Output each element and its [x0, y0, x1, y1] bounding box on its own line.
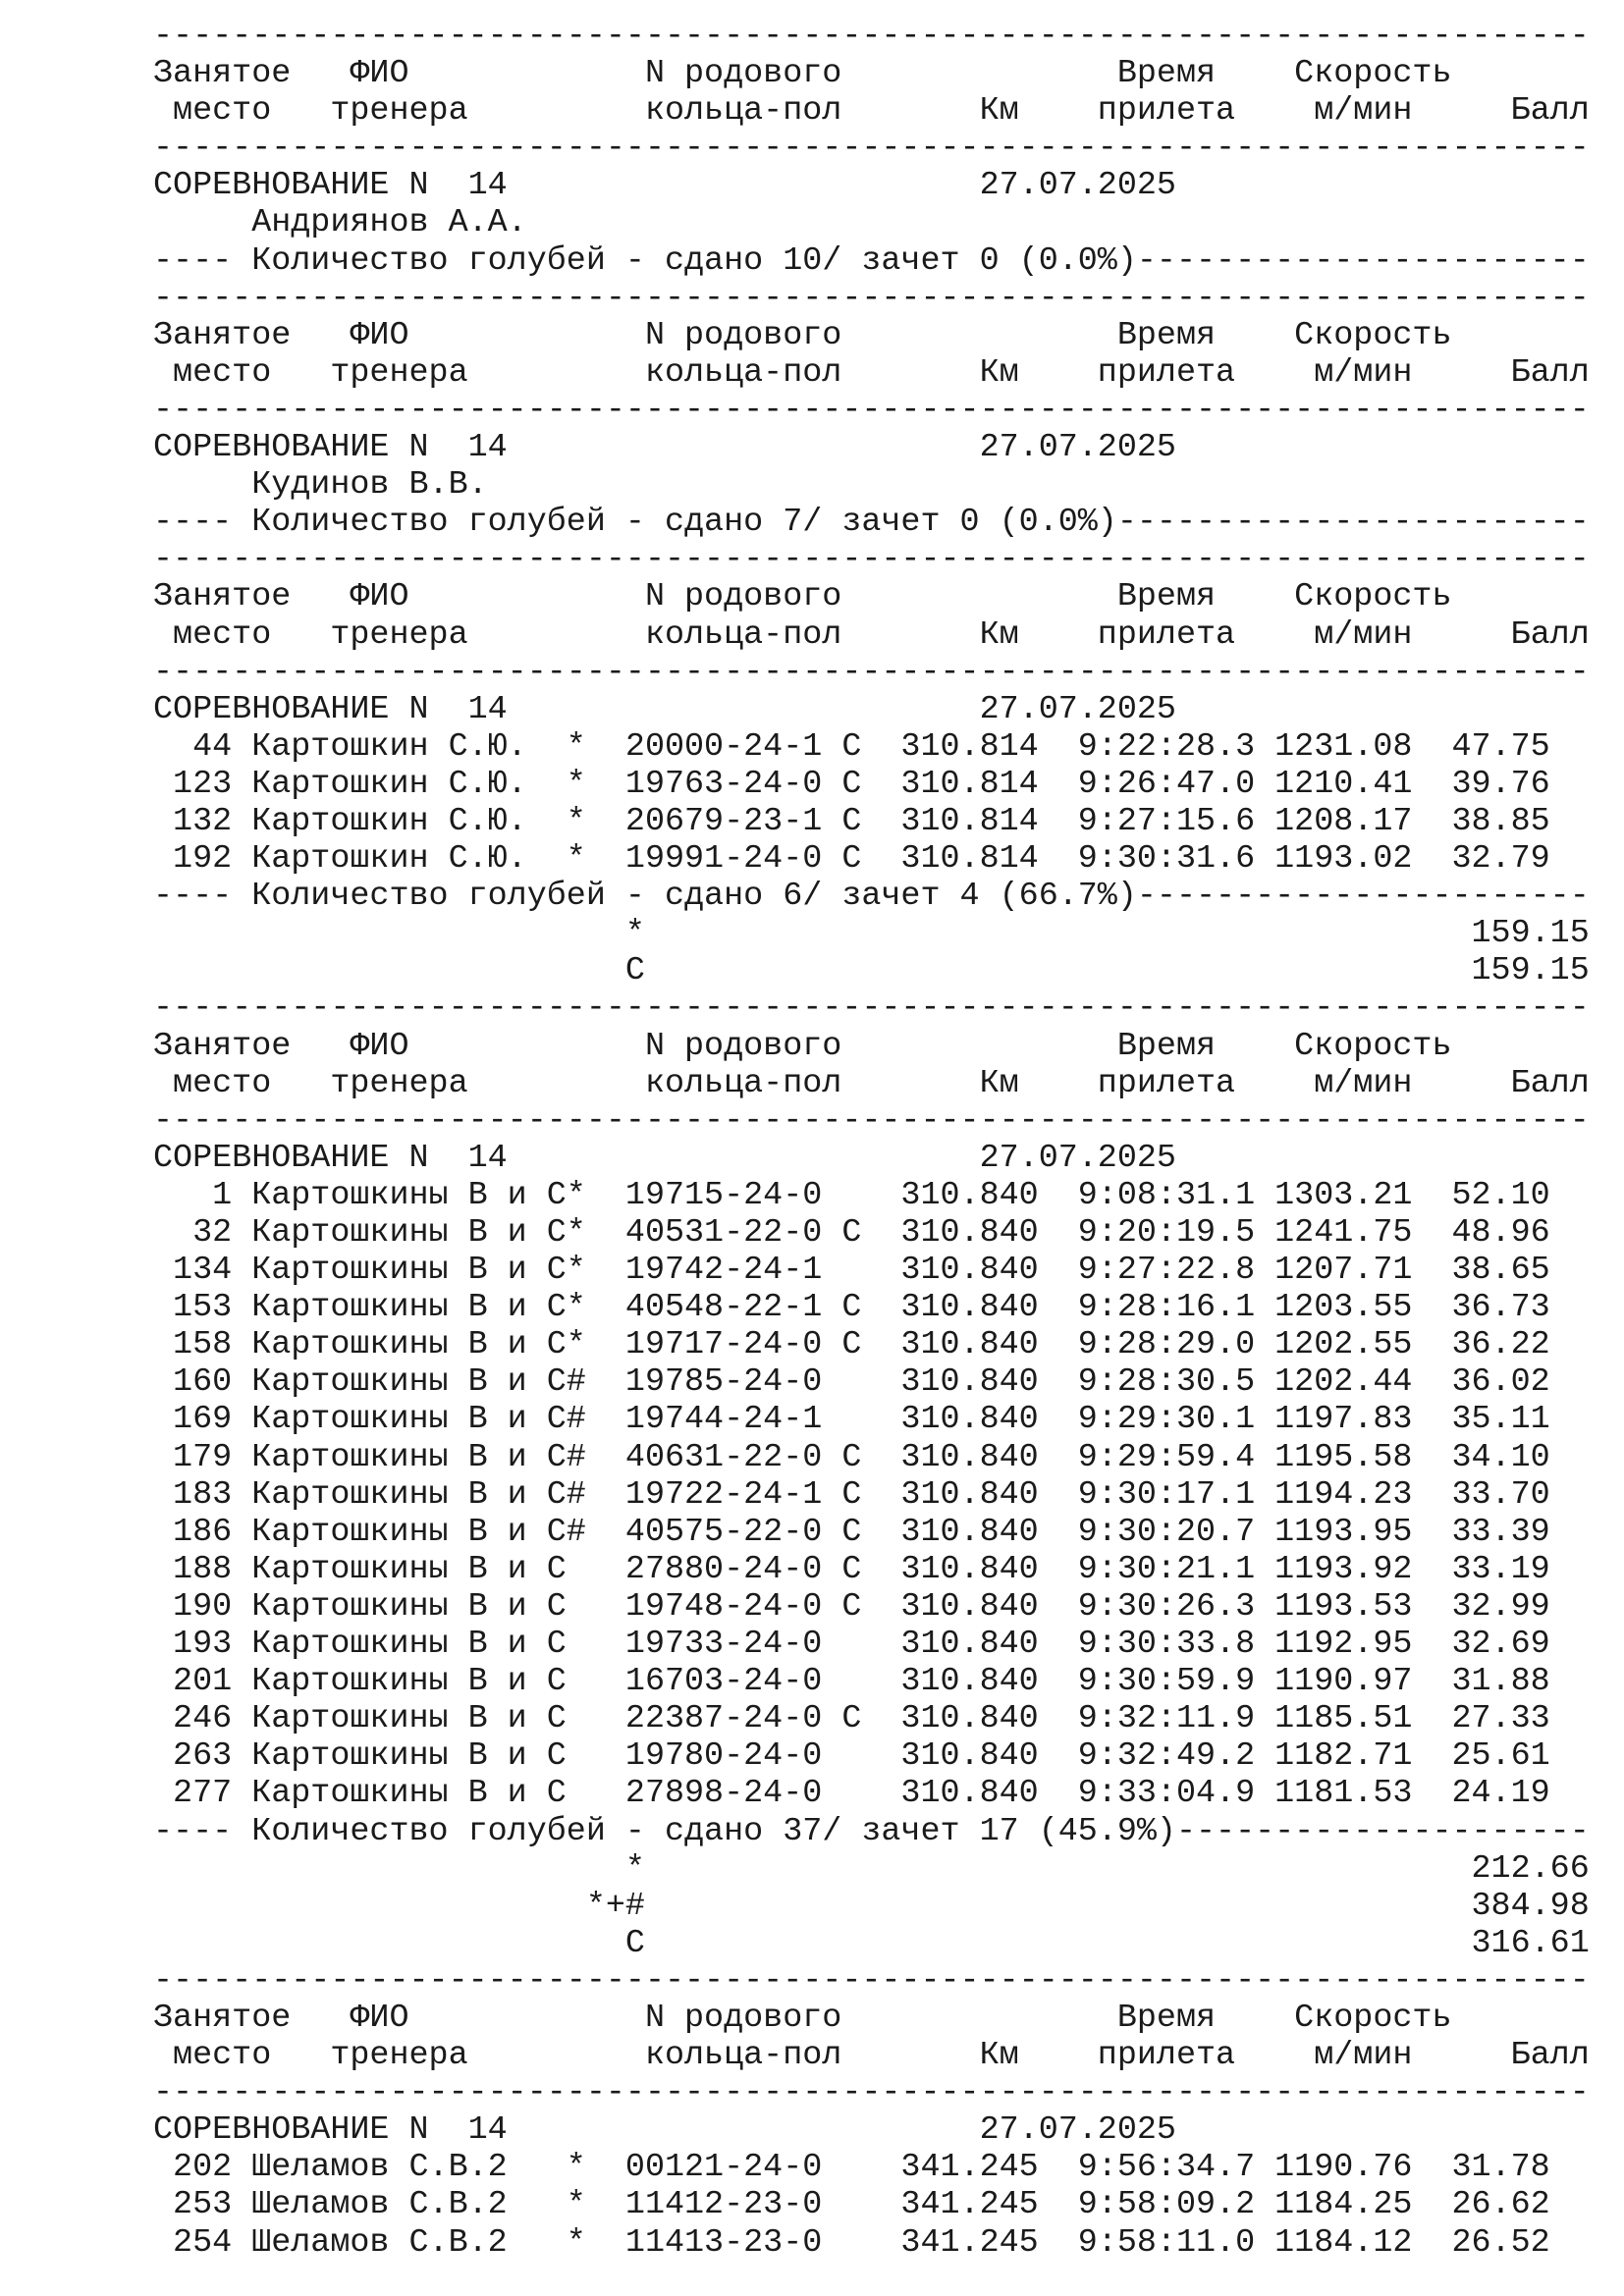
result-row: 192 Картошкин С.Ю. * 19991-24-0 С 310.814 9:30:31.6 1193.02 32.79 — [153, 840, 1550, 879]
separator-line: ------------------------------------------------------------------------- — [153, 391, 1590, 429]
result-row: 44 Картошкин С.Ю. * 20000-24-1 С 310.814 9:22:28.3 1231.08 47.75 — [153, 727, 1550, 766]
column-header-line-1: Занятое ФИО N родового Время Скорость — [153, 578, 1590, 616]
pigeon-count-summary: ---- Количество голубей - сдано 10/ зачет 0 (0.0%)----------------------- — [153, 241, 1590, 280]
separator-line: ------------------------------------------------------------------------- — [153, 279, 1590, 317]
column-header-line-2: место тренера кольца-пол Км прилета м/мин Балл — [153, 1064, 1590, 1102]
result-row: 123 Картошкин С.Ю. * 19763-24-0 С 310.814 9:26:47.0 1210.41 39.76 — [153, 765, 1550, 803]
column-header-line-1: Занятое ФИО N родового Время Скорость — [153, 316, 1590, 354]
competition-line: СОРЕВНОВАНИЕ N 14 27.07.2025 — [153, 1139, 1590, 1177]
competition-line: СОРЕВНОВАНИЕ N 14 27.07.2025 — [153, 167, 1590, 205]
score-total-line: * 212.66 — [153, 1849, 1590, 1888]
result-row: 246 Картошкины В и С 22387-24-0 С 310.840 9:32:11.9 1185.51 27.33 — [153, 1700, 1550, 1738]
result-row: 193 Картошкины В и С 19733-24-0 310.840 9:30:33.8 1192.95 32.69 — [153, 1626, 1550, 1664]
owner-name: Кудинов В.В. — [153, 466, 488, 505]
competition-line: СОРЕВНОВАНИЕ N 14 27.07.2025 — [153, 429, 1590, 467]
separator-line: ------------------------------------------------------------------------- — [153, 541, 1590, 579]
competition-line: СОРЕВНОВАНИЕ N 14 27.07.2025 — [153, 690, 1590, 728]
column-header-line-2: место тренера кольца-пол Км прилета м/мин Балл — [153, 353, 1590, 392]
result-row: 169 Картошкины В и С# 19744-24-1 310.840 9:29:30.1 1197.83 35.11 — [153, 1401, 1550, 1439]
column-header-line-1: Занятое ФИО N родового Время Скорость — [153, 1027, 1590, 1065]
result-row: 153 Картошкины В и С* 40548-22-1 С 310.840 9:28:16.1 1203.55 36.73 — [153, 1289, 1550, 1327]
result-row: 253 Шеламов С.В.2 * 11412-23-0 341.245 9:58:09.2 1184.25 26.62 — [153, 2186, 1550, 2224]
pigeon-count-summary: ---- Количество голубей - сдано 37/ зачет 17 (45.9%)--------------------- — [153, 1812, 1590, 1850]
separator-line: ------------------------------------------------------------------------- — [153, 1961, 1590, 2000]
result-row: 1 Картошкины В и С* 19715-24-0 310.840 9:08:31.1 1303.21 52.10 — [153, 1176, 1550, 1214]
owner-name: Андриянов А.А. — [153, 204, 527, 242]
result-row: 188 Картошкины В и С 27880-24-0 С 310.840 9:30:21.1 1193.92 33.19 — [153, 1550, 1550, 1588]
column-header-line-2: место тренера кольца-пол Км прилета м/мин Балл — [153, 615, 1590, 654]
result-row: 201 Картошкины В и С 16703-24-0 310.840 9:30:59.9 1190.97 31.88 — [153, 1663, 1550, 1701]
result-row: 160 Картошкины В и С# 19785-24-0 310.840 9:28:30.5 1202.44 36.02 — [153, 1363, 1550, 1402]
result-row: 277 Картошкины В и С 27898-24-0 310.840 9:33:04.9 1181.53 24.19 — [153, 1775, 1550, 1813]
result-row: 179 Картошкины В и С# 40631-22-0 С 310.840 9:29:59.4 1195.58 34.10 — [153, 1438, 1550, 1476]
result-row: 183 Картошкины В и С# 19722-24-1 С 310.840 9:30:17.1 1194.23 33.70 — [153, 1475, 1550, 1514]
result-row: 32 Картошкины В и С* 40531-22-0 С 310.840 9:20:19.5 1241.75 48.96 — [153, 1214, 1550, 1252]
score-total-line: *+# 384.98 — [153, 1887, 1590, 1925]
result-row: 263 Картошкины В и С 19780-24-0 310.840 9:32:49.2 1182.71 25.61 — [153, 1737, 1550, 1776]
separator-line: ------------------------------------------------------------------------- — [153, 989, 1590, 1028]
result-row: 254 Шеламов С.В.2 * 11413-23-0 341.245 9:58:11.0 1184.12 26.52 — [153, 2223, 1550, 2262]
score-total-line: С 159.15 — [153, 952, 1590, 990]
pigeon-count-summary: ---- Количество голубей - сдано 6/ зачет 4 (66.7%)----------------------- — [153, 878, 1590, 916]
separator-line: ------------------------------------------------------------------------- — [153, 1101, 1590, 1140]
pigeon-count-summary: ---- Количество голубей - сдано 7/ зачет 0 (0.0%)------------------------ — [153, 504, 1590, 542]
column-header-line-1: Занятое ФИО N родового Время Скорость — [153, 55, 1590, 93]
separator-line: ------------------------------------------------------------------------- — [153, 2074, 1590, 2112]
result-row: 186 Картошкины В и С# 40575-22-0 С 310.840 9:30:20.7 1193.95 33.39 — [153, 1513, 1550, 1551]
result-row: 158 Картошкины В и С* 19717-24-0 С 310.840 9:28:29.0 1202.55 36.22 — [153, 1326, 1550, 1364]
separator-line: ------------------------------------------------------------------------- — [153, 653, 1590, 691]
result-row: 132 Картошкин С.Ю. * 20679-23-1 С 310.814 9:27:15.6 1208.17 38.85 — [153, 802, 1550, 840]
competition-line: СОРЕВНОВАНИЕ N 14 27.07.2025 — [153, 2111, 1590, 2150]
report-document — [153, 18, 1597, 2262]
separator-line: ------------------------------------------------------------------------- — [153, 130, 1590, 168]
separator-line: ------------------------------------------------------------------------- — [153, 18, 1590, 55]
result-row: 202 Шеламов С.В.2 * 00121-24-0 341.245 9:56:34.7 1190.76 31.78 — [153, 2149, 1550, 2187]
score-total-line: * 159.15 — [153, 915, 1590, 953]
score-total-line: С 316.61 — [153, 1924, 1590, 1962]
column-header-line-1: Занятое ФИО N родового Время Скорость — [153, 1999, 1590, 2037]
result-row: 134 Картошкины В и С* 19742-24-1 310.840 9:27:22.8 1207.71 38.65 — [153, 1252, 1550, 1290]
column-header-line-2: место тренера кольца-пол Км прилета м/мин Балл — [153, 2037, 1590, 2075]
result-row: 190 Картошкины В и С 19748-24-0 С 310.840 9:30:26.3 1193.53 32.99 — [153, 1587, 1550, 1626]
column-header-line-2: место тренера кольца-пол Км прилета м/мин Балл — [153, 92, 1590, 131]
